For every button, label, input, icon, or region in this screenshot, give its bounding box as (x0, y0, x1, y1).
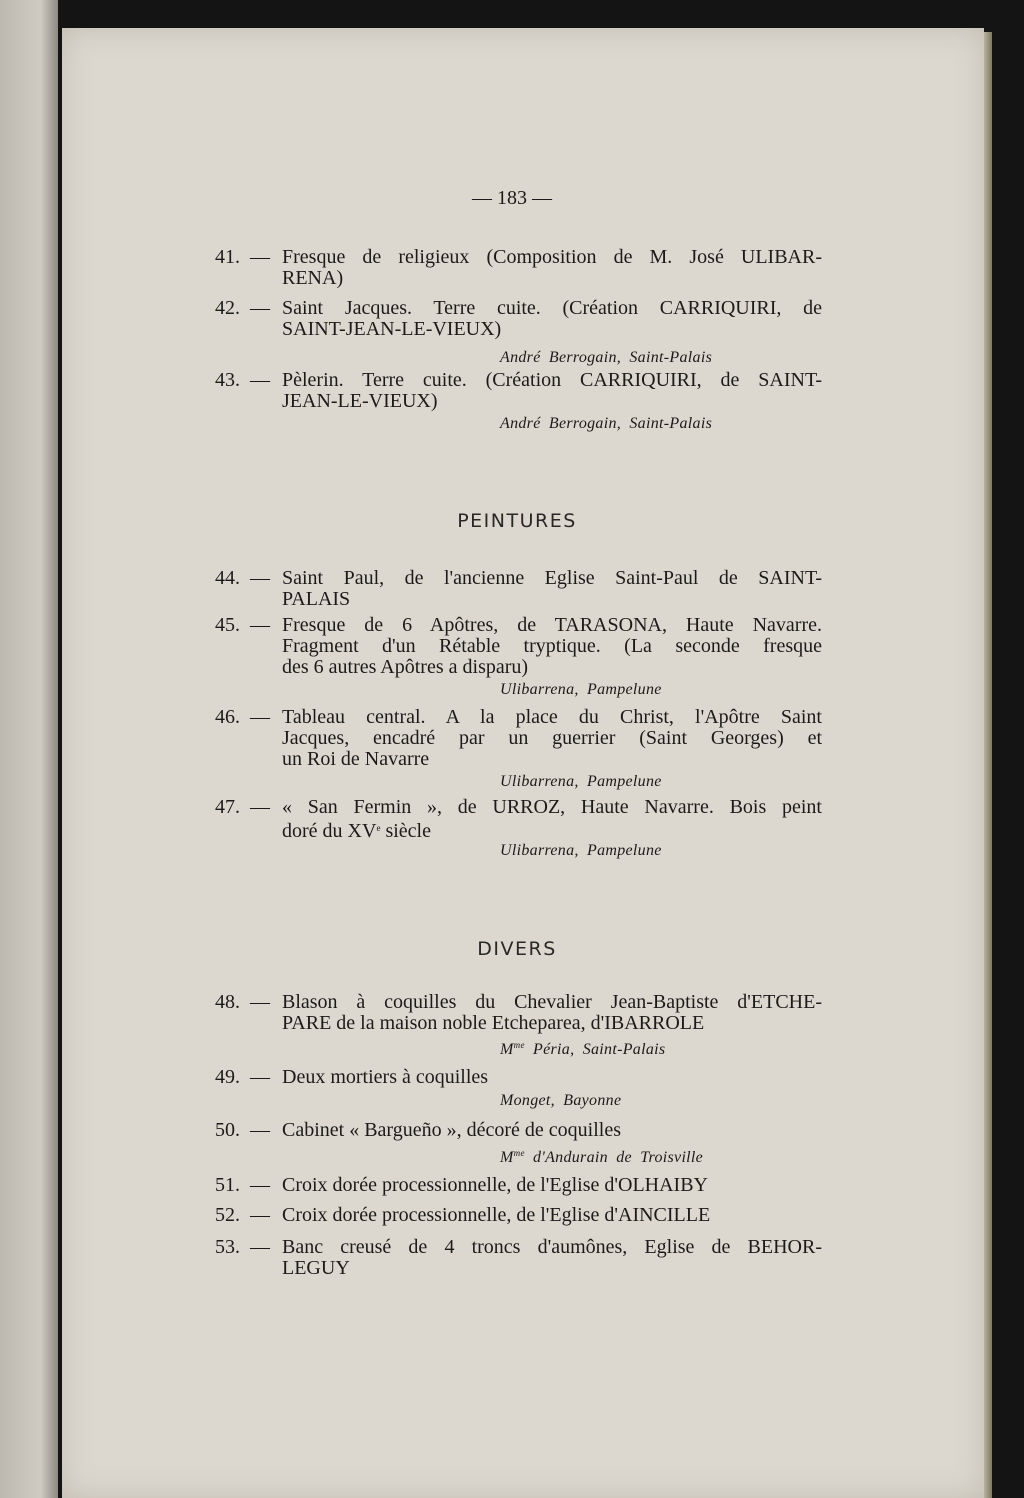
entry-dash: — (250, 706, 270, 728)
section-heading: PEINTURES (457, 510, 577, 532)
description-line: des 6 autres Apôtres a disparu) (282, 656, 529, 678)
entry-dash: — (250, 796, 270, 818)
entry-number: 42. (215, 297, 240, 319)
description-line: Saint Paul, de l'ancienne Eglise Saint-Paul de SAINT- (282, 567, 822, 589)
description-line: SAINT-JEAN-LE-VIEUX) (282, 318, 502, 340)
section-heading: DIVERS (477, 938, 557, 960)
description-line: un Roi de Navarre (282, 748, 430, 770)
entry-description (282, 992, 822, 1034)
entry-number: 53. (215, 1236, 240, 1258)
text-segment: Ulibarrena, Pampelune (500, 681, 662, 698)
lender-attribution (500, 347, 712, 368)
lender-attribution (500, 771, 662, 792)
description-line: PALAIS (282, 588, 351, 610)
entry-dash: — (250, 246, 270, 268)
description-line: Deux mortiers à coquilles (282, 1066, 489, 1088)
superscript: e (376, 823, 381, 833)
entry-description (282, 615, 822, 678)
description-line: Banc creusé de 4 troncs d'aumônes, Eglise de BEHOR- (282, 1236, 822, 1258)
entry-dash: — (250, 991, 270, 1013)
lender-attribution (500, 1035, 665, 1060)
entry-number: 49. (215, 1066, 240, 1088)
entry-dash: — (250, 614, 270, 636)
superscript: me (513, 1040, 525, 1050)
entry-dash: — (250, 369, 270, 391)
entry-number: 51. (215, 1174, 240, 1196)
entry-description (282, 1205, 822, 1226)
entry-number: 46. (215, 706, 240, 728)
page-edge (984, 32, 992, 1498)
entry-number: 52. (215, 1204, 240, 1226)
entry-description (282, 707, 822, 770)
entry-dash: — (250, 567, 270, 589)
description-line: Saint Jacques. Terre cuite. (Création CARRIQUIRI, de (282, 297, 822, 319)
text-segment: André Berrogain, Saint-Palais (500, 349, 713, 366)
entry-number: 45. (215, 614, 240, 636)
entry-dash: — (250, 1204, 270, 1226)
description-line: Fresque de religieux (Composition de M. José ULIBAR- (282, 246, 822, 268)
entry-description (282, 1067, 822, 1088)
lender-attribution (500, 1090, 621, 1111)
entry-description (282, 298, 822, 340)
entry-dash: — (250, 1236, 270, 1258)
page-number: — 183 — (472, 187, 552, 209)
description-line: Fresque de 6 Apôtres, de TARASONA, Haute Navarre. (282, 614, 822, 636)
entry-number: 47. (215, 796, 240, 818)
entry-description (282, 247, 822, 289)
entry-number: 50. (215, 1119, 240, 1141)
description-line: « San Fermin », de URROZ, Haute Navarre. Bois peint (282, 796, 822, 818)
entry-description (282, 568, 822, 610)
entry-description (282, 796, 822, 842)
description-line: Tableau central. A la place du Christ, l'Apôtre Saint (282, 706, 822, 728)
text-segment: André Berrogain, Saint-Palais (500, 415, 713, 432)
entry-dash: — (250, 297, 270, 319)
entry-description (282, 370, 822, 412)
entry-description (282, 1120, 822, 1141)
description-line: JEAN-LE-VIEUX) (282, 390, 438, 412)
entry-number: 44. (215, 567, 240, 589)
description-line: RENA) (282, 267, 344, 289)
lender-attribution (500, 413, 712, 434)
entry-number: 41. (215, 246, 240, 268)
entry-number: 43. (215, 369, 240, 391)
entry-description (282, 1175, 822, 1196)
description-line (282, 818, 822, 842)
entry-description (282, 1237, 822, 1279)
description-line: PARE de la maison noble Etcheparea, d'IBARROLE (282, 1012, 705, 1034)
superscript: me (513, 1148, 525, 1158)
lender-attribution (500, 1143, 703, 1168)
text-segment: Monget, Bayonne (500, 1092, 622, 1109)
description-line: Cabinet « Bargueño », décoré de coquilles (282, 1119, 621, 1141)
text-segment: siècle (380, 820, 431, 842)
entry-number: 48. (215, 991, 240, 1013)
lender-attribution (500, 840, 662, 861)
description-line: Croix dorée processionnelle, de l'Eglise d'AINCILLE (282, 1204, 711, 1226)
description-line: Jacques, encadré par un guerrier (Saint Georges) et (282, 727, 822, 749)
description-line: Pèlerin. Terre cuite. (Création CARRIQUIRI, de SAINT- (282, 369, 822, 391)
text-segment: doré du XV (282, 820, 377, 842)
entry-dash: — (250, 1119, 270, 1141)
text-segment: d'Andurain de Troisville (524, 1149, 704, 1166)
description-line: Fragment d'un Rétable tryptique. (La seconde fresque (282, 635, 822, 657)
text-segment: M (500, 1149, 514, 1166)
entry-dash: — (250, 1066, 270, 1088)
lender-attribution (500, 679, 662, 700)
facing-page-edge (0, 0, 58, 1498)
text-segment: Péria, Saint-Palais (524, 1041, 666, 1058)
description-line: Blason à coquilles du Chevalier Jean-Baptiste d'ETCHE- (282, 991, 822, 1013)
description-line: Croix dorée processionnelle, de l'Eglise d'OLHAIBY (282, 1174, 708, 1196)
text-segment: Ulibarrena, Pampelune (500, 842, 662, 859)
text-segment: Ulibarrena, Pampelune (500, 773, 662, 790)
description-line: LEGUY (282, 1257, 350, 1279)
entry-dash: — (250, 1174, 270, 1196)
text-segment: M (500, 1041, 514, 1058)
